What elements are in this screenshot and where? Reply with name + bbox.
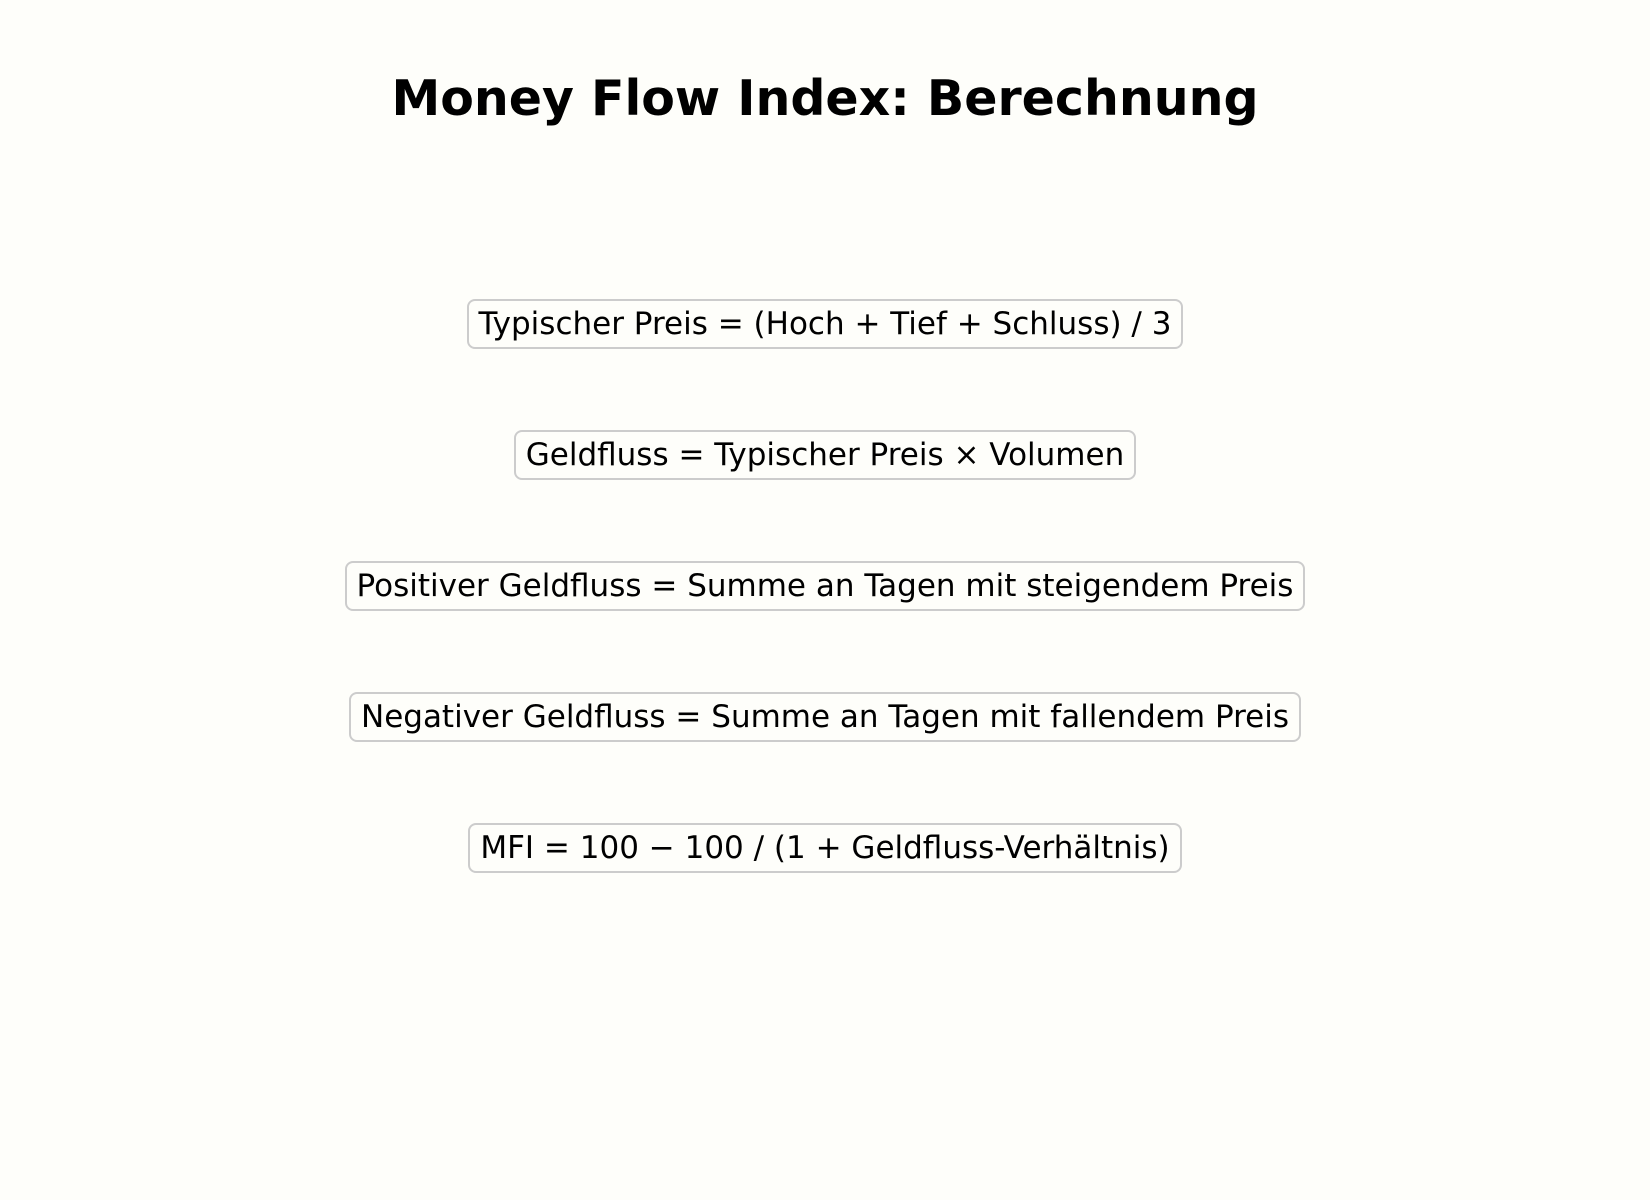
formula-mfi: MFI = 100 − 100 / (1 + Geldfluss-Verhältnis)	[468, 823, 1181, 873]
formula-typical-price: Typischer Preis = (Hoch + Tief + Schluss) / 3	[467, 299, 1184, 349]
formula-positive-money-flow: Positiver Geldfluss = Summe an Tagen mit steigendem Preis	[345, 561, 1306, 611]
formula-list	[0, 299, 1650, 873]
formula-money-flow: Geldfluss = Typischer Preis × Volumen	[514, 430, 1136, 480]
diagram-title: Money Flow Index: Berechnung	[391, 70, 1259, 127]
formula-negative-money-flow: Negativer Geldfluss = Summe an Tagen mit fallendem Preis	[349, 692, 1301, 742]
